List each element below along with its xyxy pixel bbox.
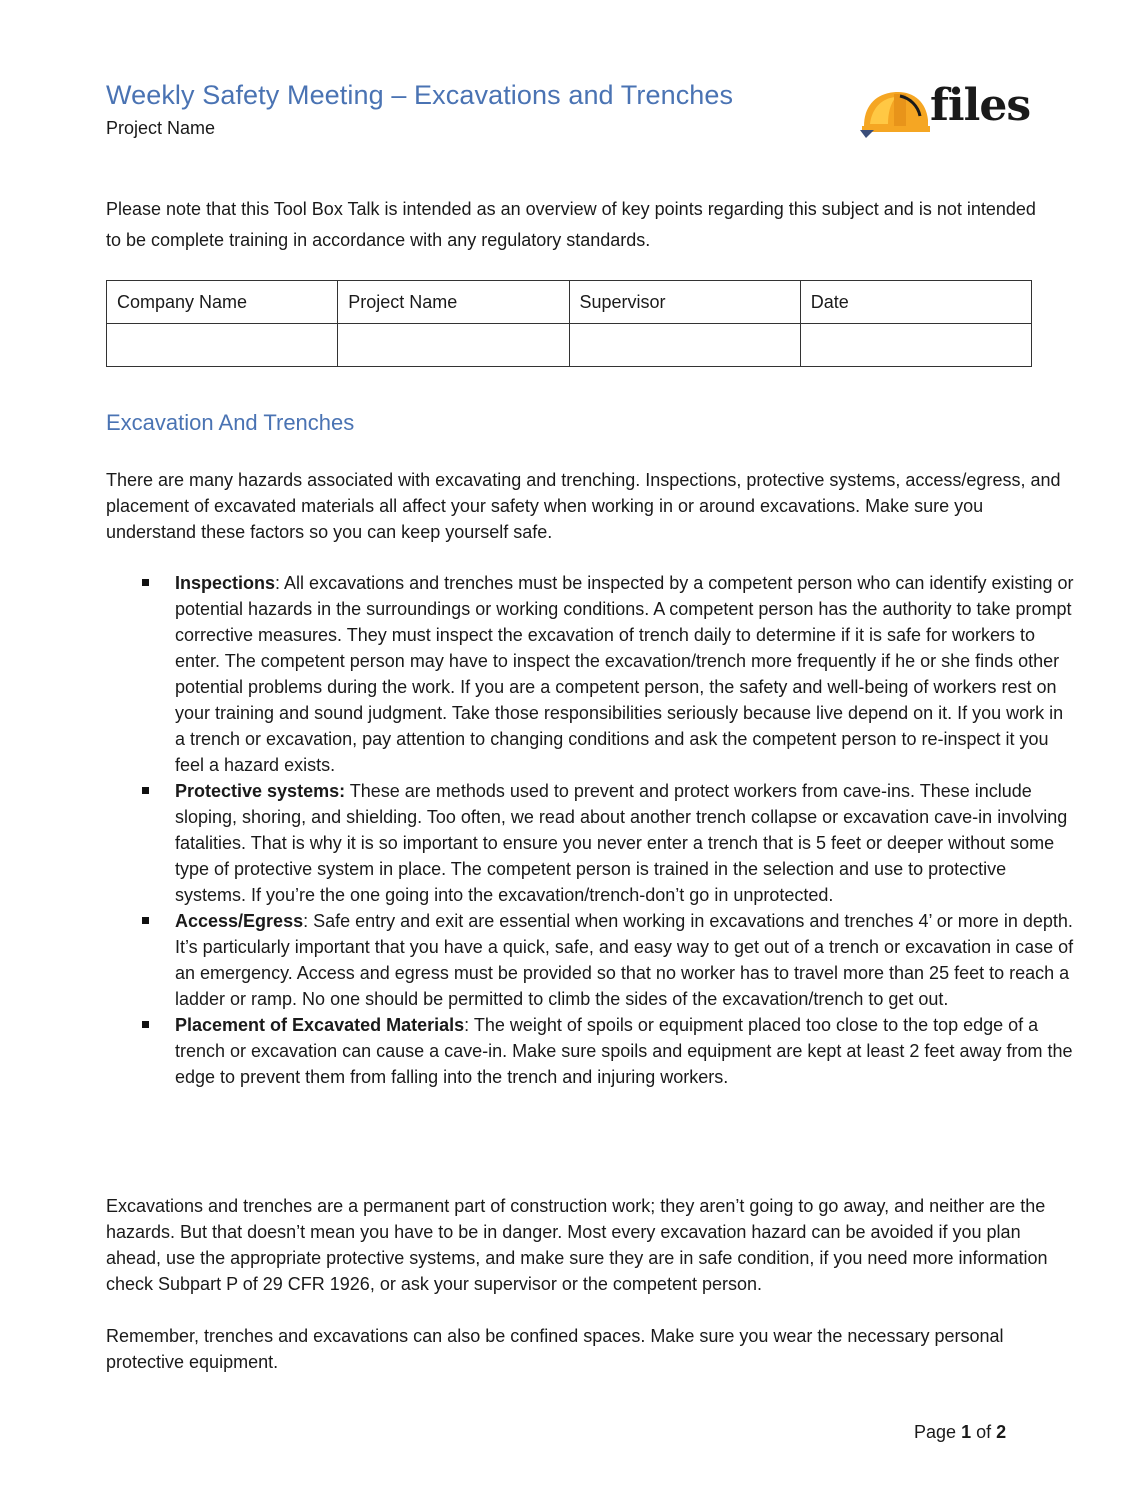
list-item — [106, 570, 1076, 778]
project-name-header: Project Name — [338, 281, 569, 324]
list-item — [106, 1012, 1076, 1090]
bullet-text: The weight of spoils or equipment placed too close to the top edge of a trench or excavation can cause a cave-in. Make sure spoils and equipment are kept at least 2 feet away from the edge to prevent them from falling into the trench and injuring workers. — [175, 1015, 1073, 1087]
bullet-square-icon — [142, 579, 149, 586]
project-name-subtitle: Project Name — [106, 118, 216, 138]
table-header-row — [107, 281, 1032, 324]
company-name-header: Company Name — [107, 281, 338, 324]
section-intro-paragraph: There are many hazards associated with excavating and trenching. Inspections, protective systems, access/egress, and placement of excavated materials all affect your safety when working in or around excavations. Make sure you understand these factors so you can keep yourself safe. — [106, 470, 1061, 542]
page-total: 2 — [996, 1422, 1007, 1442]
reminder-paragraph: Remember, trenches and excavations can also be confined spaces. Make sure you wear the necessary personal protective equipment. — [106, 1326, 1004, 1372]
bullet-separator: : — [275, 573, 281, 593]
project-info-table — [106, 280, 1032, 367]
bullet-square-icon — [142, 787, 149, 794]
date-header: Date — [800, 281, 1031, 324]
bullet-text: These are methods used to prevent and protect workers from cave-ins. These include sloping, shoring, and shielding. Too often, we read about another trench collapse or excavation cave-in involving fatalities. That is why it is so important to ensure you never enter a trench that is 5 feet or deeper without some type of protective system in place. The competent person is trained in the selection and use to protective systems. If you’re the one going into the excavation/trench-don’t go in unprotected. — [175, 781, 1068, 905]
bullet-term: Placement of Excavated Materials — [175, 1015, 465, 1035]
section-heading: Excavation And Trenches — [106, 410, 355, 435]
page-of-label: of — [976, 1422, 992, 1442]
company-logo — [860, 80, 1045, 140]
page-number — [914, 1422, 1006, 1443]
list-item — [106, 778, 1076, 908]
page-label: Page — [914, 1422, 957, 1442]
project-name-cell[interactable] — [338, 324, 569, 367]
bullet-separator: : — [303, 911, 309, 931]
page-current: 1 — [961, 1422, 972, 1442]
bullet-text: Safe entry and exit are essential when working in excavations and trenches 4’ or more in depth. It’s particularly important that you have a quick, safe, and easy way to get out of a trench or excavation in case of an emergency. Access and egress must be provided so that no worker has to travel more than 25 feet to reach a ladder or ramp. No one should be permitted to climb the sides of the excavation/trench to get out. — [175, 911, 1074, 1009]
bullet-square-icon — [142, 917, 149, 924]
supervisor-header: Supervisor — [569, 281, 800, 324]
document-title: Weekly Safety Meeting – Excavations and Trenches — [106, 80, 734, 110]
bullet-separator: : — [464, 1015, 470, 1035]
disclaimer-paragraph: Please note that this Tool Box Talk is intended as an overview of key points regarding this subject and is not intended to be complete training in accordance with any regulatory standards. — [106, 199, 1036, 250]
table-value-row — [107, 324, 1032, 367]
bullet-square-icon — [142, 1021, 149, 1028]
bullet-term: Access/Egress — [175, 911, 304, 931]
bullet-term: Inspections — [175, 573, 276, 593]
bullet-text: All excavations and trenches must be inspected by a competent person who can identify existing or potential hazards in the surroundings or working conditions. A competent person has the authority to take prompt corrective measures. They must inspect the excavation of trench daily to determine if it is safe for workers to enter. The competent person may have to inspect the excavation/trench more frequently if he or she finds other potential problems during the work. If you are a competent person, the safety and well-being of workers rest on your training and sound judgment. Take those responsibilities seriously because live depend on it. If you work in a trench or excavation, pay attention to changing conditions and ask the competent person to re-inspect it you feel a hazard exists. — [175, 573, 1074, 775]
bullet-term: Protective systems: — [175, 781, 346, 801]
logo-wordmark: files — [930, 80, 1031, 131]
company-name-cell[interactable] — [107, 324, 338, 367]
list-item — [106, 908, 1076, 1012]
hazard-bullet-list — [106, 570, 1076, 1090]
closing-paragraph: Excavations and trenches are a permanent part of construction work; they aren’t going to go away, and neither are the hazards. But that doesn’t mean you have to be in danger. Most every excavation hazard can be avoided if you plan ahead, use the appropriate protective systems, and make sure they are in safe condition, if you need more information check Subpart P of 29 CFR 1926, or ask your supervisor or the competent person. — [106, 1196, 1048, 1294]
supervisor-cell[interactable] — [569, 324, 800, 367]
hard-hat-icon — [860, 86, 932, 138]
date-cell[interactable] — [800, 324, 1031, 367]
